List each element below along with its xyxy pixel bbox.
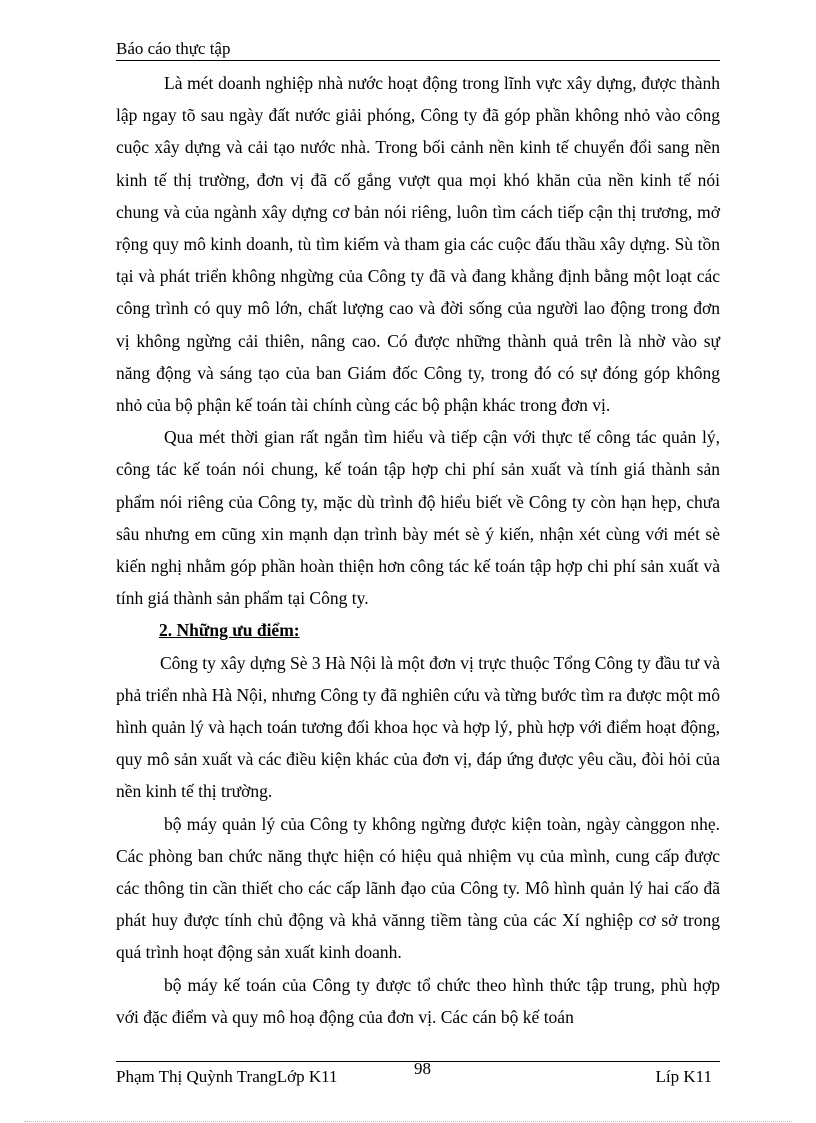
section-paragraph-2: bộ máy quản lý của Công ty không ngừng được kiện toàn, ngày cànggon nhẹ. Các phòng ban chức năng thực hiện có hiệu quả nhiệm vụ của mình, cung cấp được các thông tin cần thiết cho các cấp lãnh đạo của Công ty. Mô hình quản lý hai cấo đã phát huy được tính chủ động và khả vănng tiềm tàng của các Xí nghiệp cơ sở trong quá trình hoạt động sản xuất kinh doanh. [116,813,720,963]
page-number: 98 [414,1059,431,1078]
footer-class: Líp K11 [655,1067,712,1086]
page-footer [116,1059,720,1088]
header-divider [116,60,720,61]
section-heading [116,614,720,646]
footer-author: Phạm Thị Quỳnh TrangLớp K11 [116,1067,338,1086]
page-header: Báo cáo thực tập [116,39,231,58]
section-heading-text: 2. Những ưu điểm: [159,620,300,641]
page-bottom-border [24,1121,792,1122]
body-paragraph-1: Là mét doanh nghiệp nhà nước hoạt động trong lĩnh vực xây dựng, được thành lập ngay tõ sau ngày đất nước giải phóng, Công ty đã góp phần không nhỏ vào công cuộc xây dựng và cải tạo nước nhà. Trong bối cảnh nền kinh tế chuyển đổi sang nền kinh tế thị trường, đơn vị đã cố gắng vượt qua mọi khó khăn của nền kinh tế nói chung và của ngành xây dựng cơ bản nói riêng, luôn tìm cách tiếp cận thị trương, mở rộng quy mô kinh doanh, tù tìm kiếm và tham gia các cuộc đấu thầu xây dựng. Sù tồn tại và phát triển không nhgừng của Công ty đã và đang khẳng định bằng một loạt các công trình có quy mô lớn, chất lượng cao và đời sống của người lao động trong đơn vị không ngừng cải thiên, nâng cao. Có được những thành quả trên là nhờ vào sự năng động và sáng tạo của ban Giám đốc Công ty, trong đó có sự đóng góp không nhỏ của bộ phận kế toán tài chính cùng các bộ phận khác trong đơn vị. [116,73,720,416]
section-paragraph-3: bộ máy kế toán của Công ty được tổ chức theo hình thức tập trung, phù hợp với đặc điểm và quy mô hoạ động của đơn vị. Các cán bộ kế toán [116,974,720,1027]
page-body [116,67,720,1033]
section-paragraph-1: Công ty xây dựng Sè 3 Hà Nội là một đơn vị trực thuộc Tổng Công ty đầu tư và phả triển nhà Hà Nội, nhưng Công ty đã nghiên cứu và từng bước tìm ra được một mô hình quản lý và hạch toán tương đối khoa học và hợp lý, phù hợp với điểm hoạt động, quy mô sản xuất và các điều kiện khác của đơn vị, đáp ứng được yêu cầu, đòi hỏi của nền kinh tế thị trường. [116,652,720,802]
body-paragraph-2: Qua mét thời gian rất ngắn tìm hiểu và tiếp cận với thực tế công tác quản lý, công tác kế toán nói chung, kế toán tập hợp chi phí sản xuất và tính giá thành sản phẩm nói riêng của Công ty, mặc dù trình độ hiểu biết về Công ty còn hạn hẹp, chưa sâu nhưng em cũng xin mạnh dạn trình bày mét sè ý kiến, nhận xét cùng với mét sè kiến nghị nhằm góp phần hoàn thiện hơn công tác kế toán tập hợp chi phí sản xuất và tính giá thành sản phẩm tại Công ty. [116,427,720,609]
